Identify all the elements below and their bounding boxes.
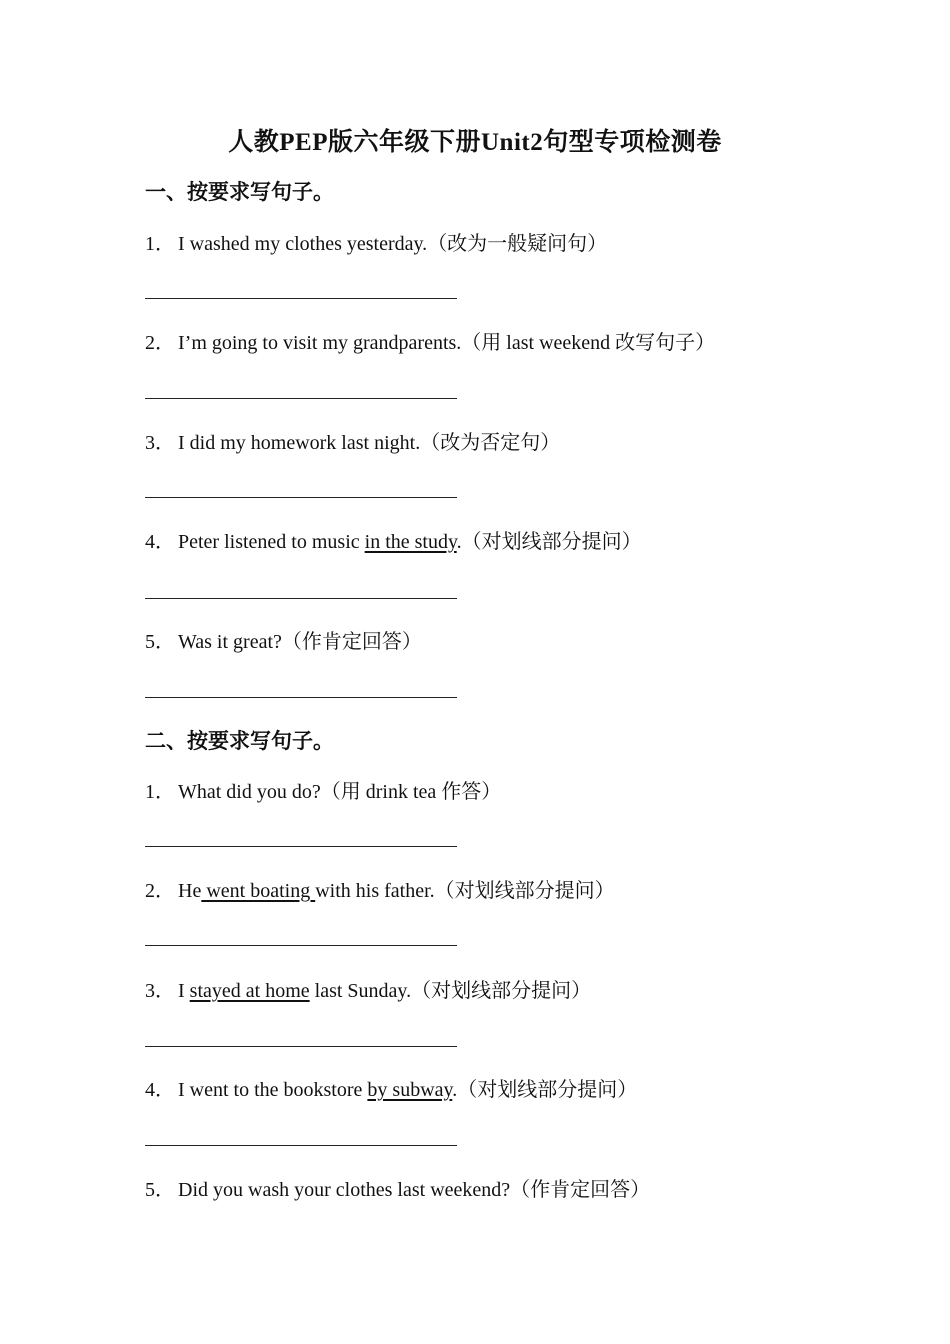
- question-hint: （对划线部分提问）: [411, 980, 592, 1002]
- question-text: He: [178, 880, 202, 902]
- underlined-text: went boating: [201, 880, 316, 902]
- question-number: 2．: [145, 880, 175, 902]
- answer-line[interactable]: [145, 945, 457, 946]
- question-text: I: [178, 980, 190, 1002]
- question-text: Peter listened to music: [178, 531, 365, 553]
- question-1-2: [145, 326, 715, 355]
- answer-line[interactable]: [145, 846, 457, 847]
- underlined-text: in the study: [364, 531, 457, 553]
- question-text: I’m going to visit my grandparents.: [178, 332, 462, 354]
- question-1-3: [145, 426, 560, 455]
- question-1-5: [145, 625, 422, 654]
- question-1-4: [145, 525, 642, 554]
- question-text: I did my homework last night.: [178, 432, 421, 454]
- question-2-2: [145, 874, 615, 903]
- question-number: 1．: [145, 781, 175, 803]
- question-text-tail: .: [452, 1079, 458, 1101]
- question-hint: （作肯定回答）: [510, 1179, 651, 1201]
- question-hint: （对划线部分提问）: [457, 1079, 638, 1101]
- answer-line[interactable]: [145, 598, 457, 599]
- answer-line[interactable]: [145, 497, 457, 498]
- question-hint: （对划线部分提问）: [434, 880, 615, 902]
- question-2-4: [145, 1073, 637, 1102]
- answer-line[interactable]: [145, 298, 457, 299]
- underlined-text: stayed at home: [189, 980, 310, 1002]
- section-1-heading: 一、按要求写句子。: [145, 180, 334, 204]
- question-number: 4．: [145, 1079, 175, 1101]
- page-title: 人教PEP版六年级下册Unit2句型专项检测卷: [228, 129, 722, 156]
- question-number: 5．: [145, 1179, 175, 1201]
- question-text-tail: .: [456, 531, 462, 553]
- question-number: 3．: [145, 432, 175, 454]
- underlined-text: by subway: [367, 1079, 453, 1101]
- question-hint: （改为一般疑问句）: [427, 233, 608, 255]
- question-text-tail: with his father.: [315, 880, 435, 902]
- question-text: I went to the bookstore: [178, 1079, 368, 1101]
- answer-line[interactable]: [145, 398, 457, 399]
- question-hint: （对划线部分提问）: [461, 531, 642, 553]
- question-hint: （用 last weekend 改写句子）: [461, 332, 716, 354]
- question-text: Did you wash your clothes last weekend?: [178, 1179, 511, 1201]
- question-2-1: [145, 775, 501, 804]
- answer-line[interactable]: [145, 697, 457, 698]
- question-text: Was it great?: [178, 631, 282, 653]
- question-number: 2．: [145, 332, 175, 354]
- question-text: What did you do?: [178, 781, 321, 803]
- question-number: 4．: [145, 531, 175, 553]
- question-2-5: [145, 1173, 650, 1202]
- question-hint: （作肯定回答）: [281, 631, 422, 653]
- question-1-1: [145, 227, 607, 256]
- question-hint: （改为否定句）: [420, 432, 561, 454]
- question-text: I washed my clothes yesterday.: [178, 233, 428, 255]
- question-number: 1．: [145, 233, 175, 255]
- question-text-tail: last Sunday.: [309, 980, 412, 1002]
- answer-line[interactable]: [145, 1046, 457, 1047]
- question-2-3: [145, 974, 591, 1003]
- question-number: 3．: [145, 980, 175, 1002]
- section-2-heading: 二、按要求写句子。: [145, 729, 334, 753]
- question-hint: （用 drink tea 作答）: [320, 781, 502, 803]
- answer-line[interactable]: [145, 1145, 457, 1146]
- question-number: 5．: [145, 631, 175, 653]
